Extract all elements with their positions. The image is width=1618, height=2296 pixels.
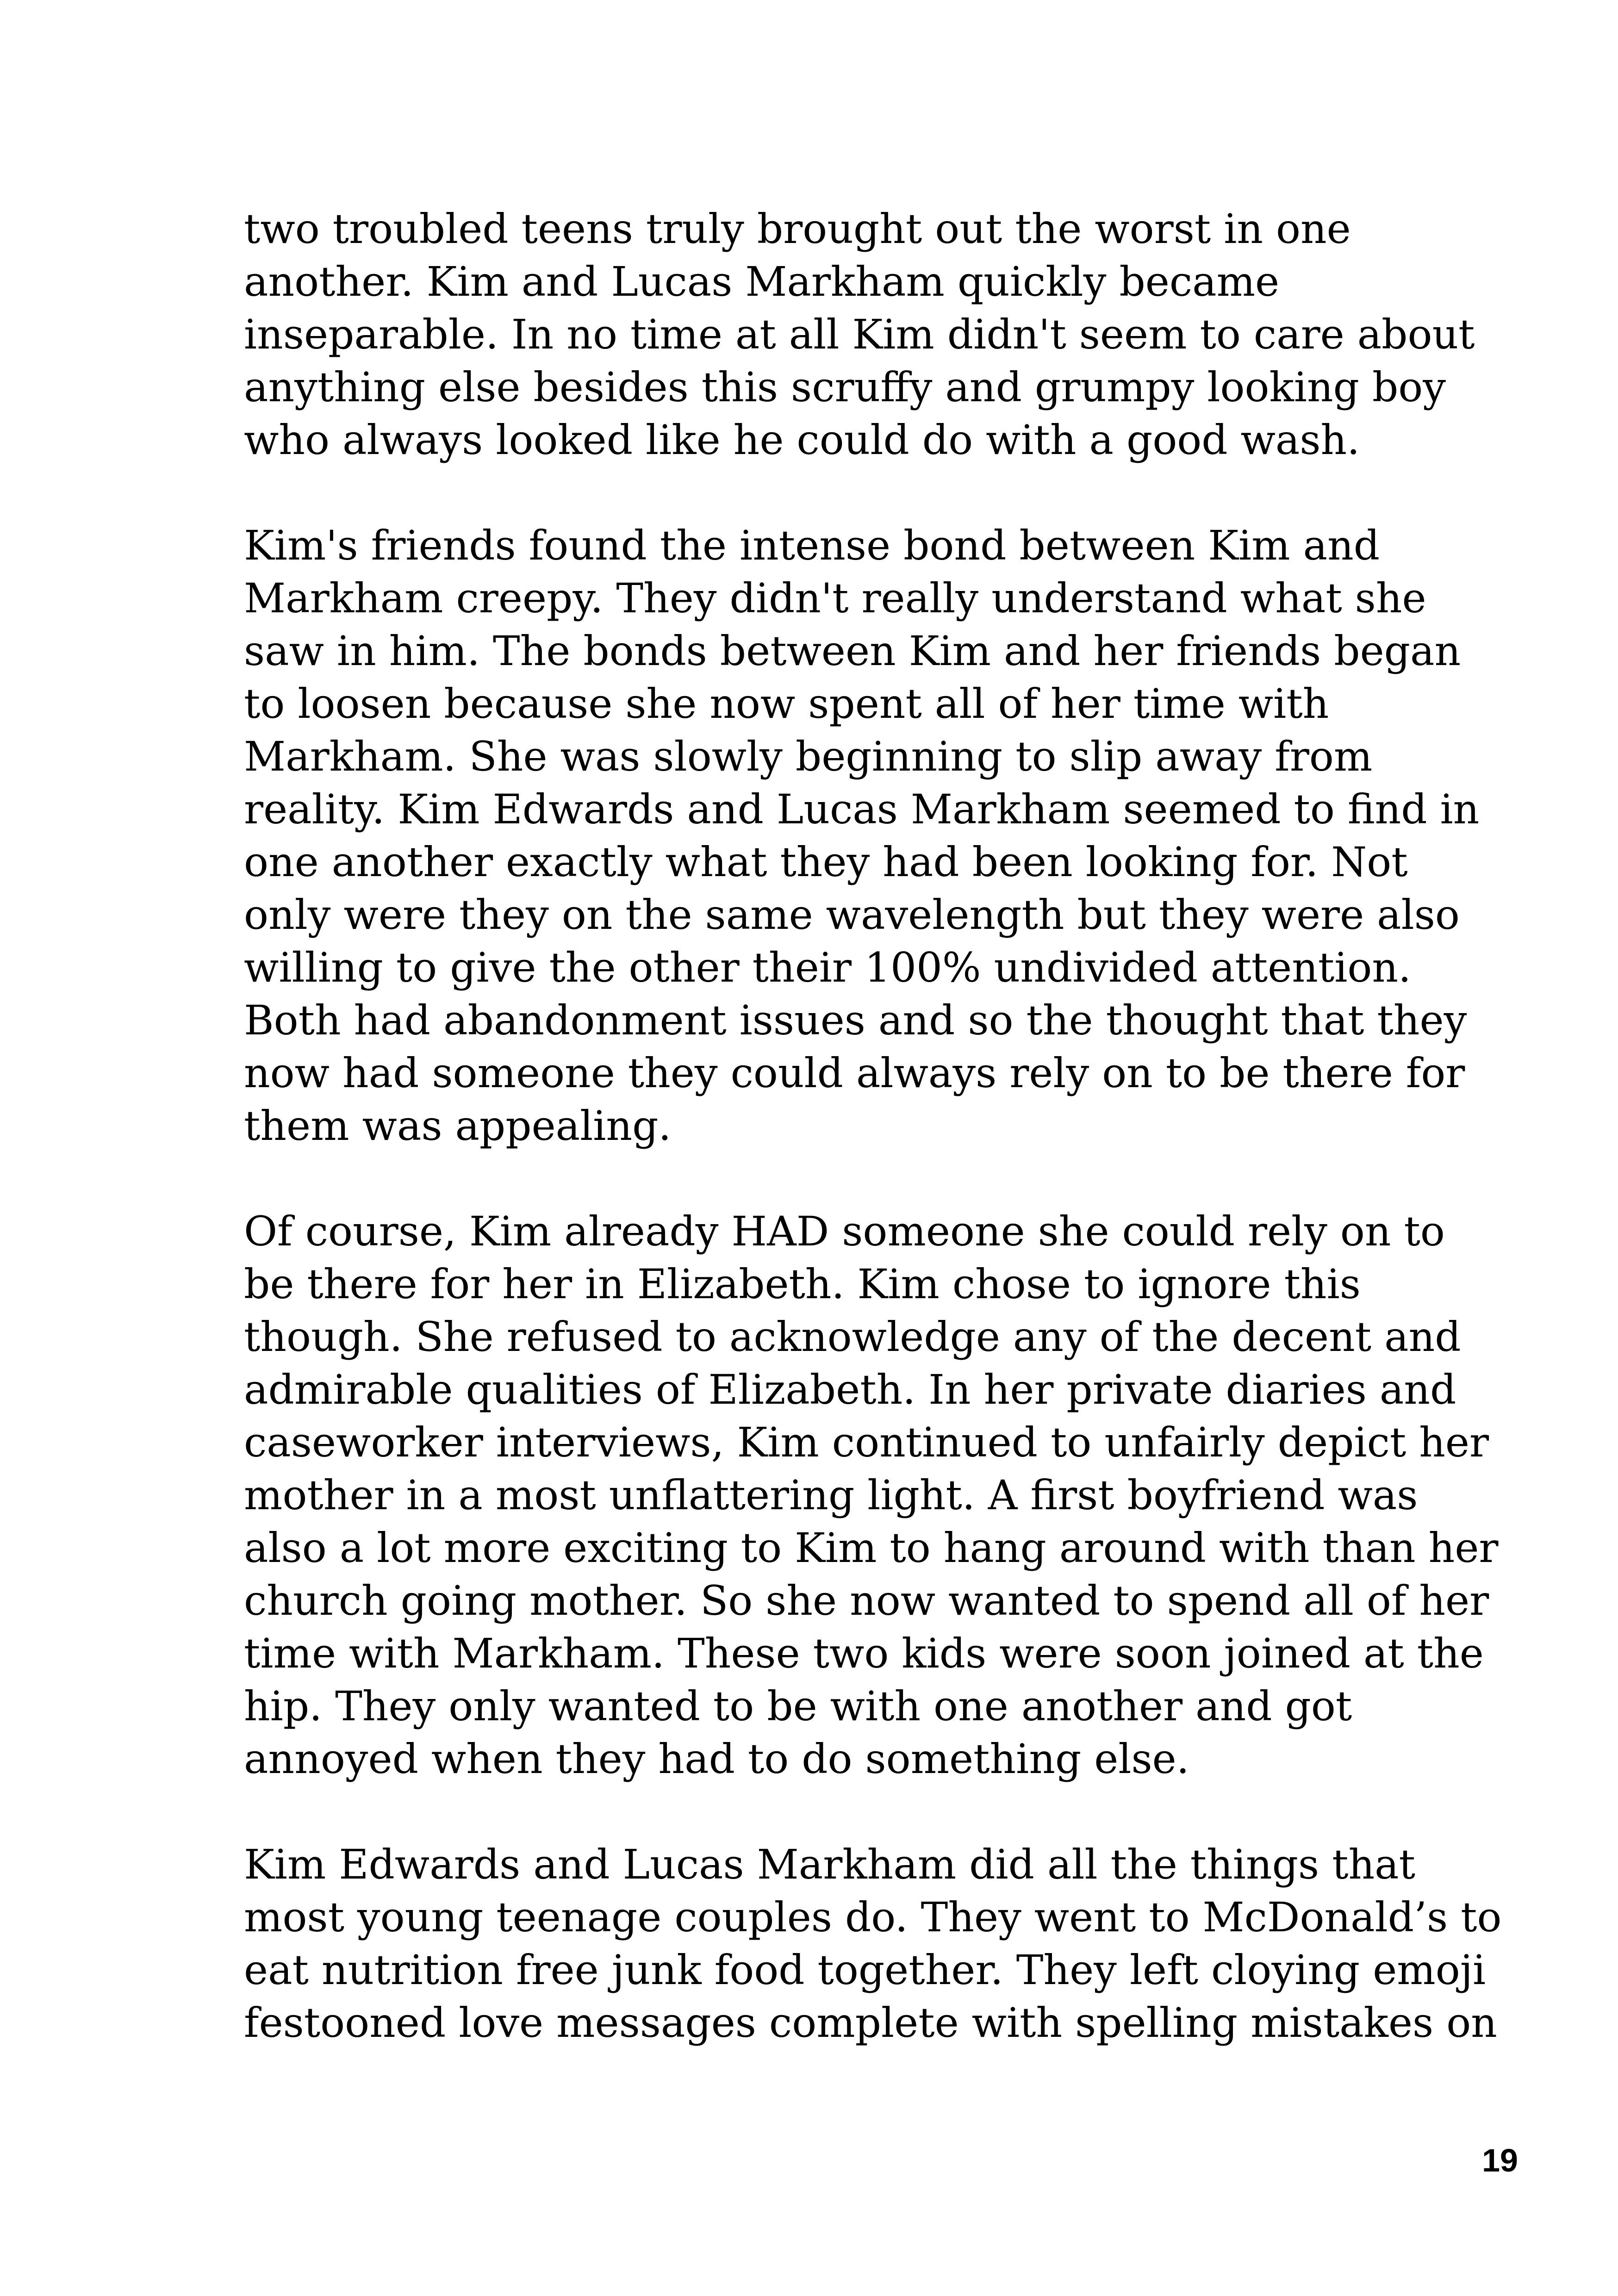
- text-line: reality. Kim Edwards and Lucas Markham seemed to find in: [244, 785, 1480, 833]
- text-line: annoyed when they had to do something else.: [244, 1735, 1189, 1783]
- text-line: hip. They only wanted to be with one another and got: [244, 1682, 1352, 1730]
- page-number: 19: [1482, 2142, 1518, 2178]
- paragraph-1: [244, 203, 1521, 467]
- text-line: anything else besides this scruffy and grumpy looking boy: [244, 363, 1446, 411]
- text-line: also a lot more exciting to Kim to hang around with than her: [244, 1524, 1499, 1572]
- text-line: church going mother. So she now wanted to spend all of her: [244, 1577, 1489, 1624]
- text-line: one another exactly what they had been looking for. Not: [244, 838, 1408, 886]
- paragraph-2: [244, 519, 1521, 1152]
- text-line: them was appealing.: [244, 1102, 672, 1150]
- text-line: who always looked like he could do with a good wash.: [244, 416, 1360, 464]
- text-line: saw in him. The bonds between Kim and her friends began: [244, 627, 1461, 675]
- text-line: Of course, Kim already HAD someone she could rely on to: [244, 1207, 1445, 1255]
- text-line: festooned love messages complete with spelling mistakes on: [244, 1999, 1497, 2047]
- text-line: Kim's friends found the intense bond between Kim and: [244, 522, 1380, 569]
- text-line: admirable qualities of Elizabeth. In her private diaries and: [244, 1366, 1456, 1413]
- text-line: Both had abandonment issues and so the thought that they: [244, 996, 1467, 1044]
- text-line: Markham creepy. They didn't really understand what she: [244, 574, 1426, 622]
- text-line: mother in a most unflattering light. A first boyfriend was: [244, 1471, 1418, 1519]
- text-line: to loosen because she now spent all of her time with: [244, 680, 1329, 728]
- text-line: only were they on the same wavelength but they were also: [244, 891, 1460, 939]
- text-line: another. Kim and Lucas Markham quickly became: [244, 258, 1280, 305]
- text-line: Kim Edwards and Lucas Markham did all the things that: [244, 1841, 1415, 1888]
- body-text: [244, 203, 1521, 2102]
- text-line: now had someone they could always rely on to be there for: [244, 1049, 1465, 1097]
- text-line: inseparable. In no time at all Kim didn't seem to care about: [244, 311, 1475, 358]
- text-line: willing to give the other their 100% undivided attention.: [244, 944, 1412, 991]
- paragraph-4: [244, 1838, 1521, 2049]
- text-line: caseworker interviews, Kim continued to unfairly depict her: [244, 1419, 1489, 1466]
- text-line: eat nutrition free junk food together. They left cloying emoji: [244, 1946, 1486, 1994]
- text-line: Markham. She was slowly beginning to slip away from: [244, 733, 1373, 780]
- text-line: most young teenage couples do. They went to McDonald’s to: [244, 1893, 1502, 1941]
- text-line: two troubled teens truly brought out the worst in one: [244, 205, 1351, 253]
- text-line: time with Markham. These two kids were soon joined at the: [244, 1630, 1484, 1677]
- paragraph-3: [244, 1205, 1521, 1786]
- text-line: be there for her in Elizabeth. Kim chose to ignore this: [244, 1260, 1361, 1308]
- text-line: though. She refused to acknowledge any of the decent and: [244, 1313, 1461, 1361]
